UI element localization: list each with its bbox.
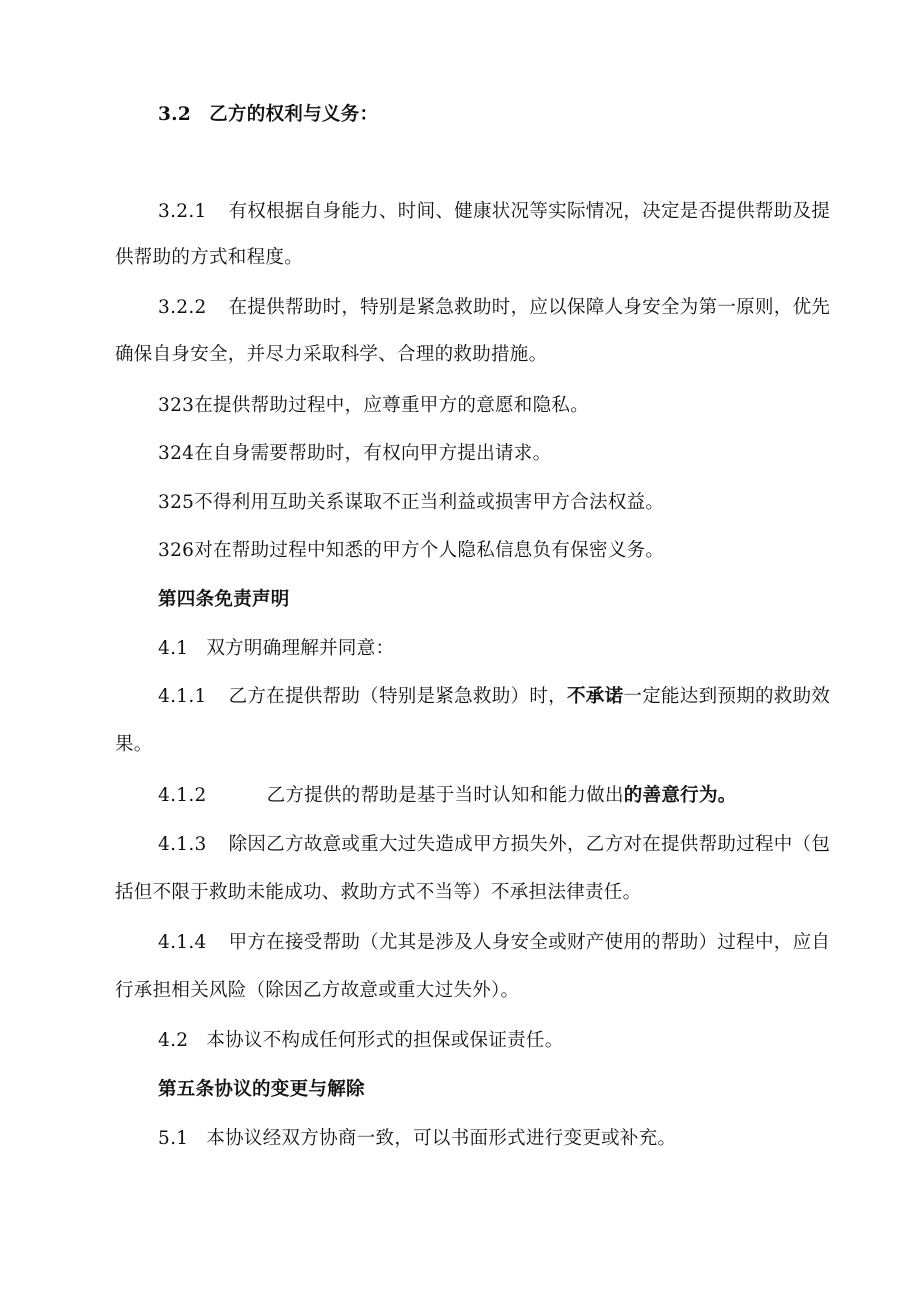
section-5-1 (158, 1127, 676, 1151)
clause-4-1-1-line-1 (158, 685, 830, 709)
section-number: 3.2 (158, 104, 192, 125)
clause-text-continued: 行承担相关风险（除因乙方故意或重大过失外）。 (115, 980, 520, 1001)
clause-number: 4.1.3 (158, 834, 207, 855)
section-text: 本协议不构成任何形式的担保或保证责任。 (206, 1030, 564, 1051)
article-title: 第四条免责声明 (158, 589, 290, 610)
clause-text-continued: 供帮助的方式和程度。 (115, 247, 304, 268)
clause-text-continued: 果。 (115, 734, 153, 755)
article-4-heading (158, 588, 290, 612)
article-title: 第五条协议的变更与解除 (158, 1079, 365, 1100)
clause-number: 3.2.1 (158, 201, 207, 222)
section-4-2 (158, 1029, 564, 1053)
article-5-heading (158, 1078, 365, 1102)
section-number: 4.2 (158, 1030, 189, 1051)
clause-emphasis: 的善意行为。 (623, 785, 737, 806)
clause-number: 3.2.2 (158, 297, 207, 318)
clause-emphasis: 不承诺 (566, 686, 624, 707)
clause-3-2-1-line-2 (115, 246, 303, 270)
clause-text: 324在自身需要帮助时，有权向甲方提出请求。 (158, 443, 552, 464)
clause-3-2-6 (158, 539, 664, 563)
section-3-2-heading (158, 103, 378, 127)
clause-3-2-2-line-2 (115, 343, 547, 367)
clause-text: 甲方在接受帮助（尤其是涉及人身安全或财产使用的帮助）过程中，应自 (228, 932, 831, 953)
clause-text: 323在提供帮助过程中，应尊重甲方的意愿和隐私。 (158, 395, 590, 416)
clause-number: 4.1.4 (158, 932, 207, 953)
clause-text: 一定能达到预期的救助效 (623, 686, 831, 707)
clause-text-continued: 确保自身安全，并尽力采取科学、合理的救助措施。 (115, 344, 548, 365)
section-number: 4.1 (158, 638, 189, 659)
section-4-1 (158, 637, 394, 661)
clause-4-1-4-line-1 (158, 931, 830, 955)
clause-text: 有权根据自身能力、时间、健康状况等实际情况，决定是否提供帮助及提 (228, 201, 831, 222)
clause-3-2-2-line-1 (158, 296, 830, 320)
clause-3-2-5 (158, 491, 664, 515)
section-text: 双方明确理解并同意： (206, 638, 395, 659)
clause-3-2-3 (158, 394, 589, 418)
clause-4-1-3-line-2 (115, 881, 641, 905)
clause-4-1-2 (158, 784, 737, 808)
clause-text: 在提供帮助时，特别是紧急救助时，应以保障人身安全为第一原则，优先 (228, 297, 831, 318)
section-title: 乙方的权利与义务： (209, 104, 379, 125)
clause-text-continued: 括但不限于救助未能成功、救助方式不当等）不承担法律责任。 (115, 882, 642, 903)
clause-text: 乙方提供的帮助是基于当时认知和能力做出 (266, 785, 624, 806)
clause-3-2-4 (158, 442, 551, 466)
clause-number: 4.1.2 (158, 785, 207, 806)
clause-4-1-4-line-2 (115, 979, 519, 1003)
clause-4-1-1-line-2 (115, 733, 153, 757)
section-text: 本协议经双方协商一致，可以书面形式进行变更或补充。 (206, 1128, 677, 1149)
clause-text: 326对在帮助过程中知悉的甲方个人隐私信息负有保密义务。 (158, 540, 665, 561)
clause-text: 325不得利用互助关系谋取不正当利益或损害甲方合法权益。 (158, 492, 665, 513)
section-number: 5.1 (158, 1128, 189, 1149)
clause-3-2-1-line-1 (158, 200, 830, 224)
clause-text: 除因乙方故意或重大过失造成甲方损失外，乙方对在提供帮助过程中（包 (228, 834, 831, 855)
clause-number: 4.1.1 (158, 686, 207, 707)
clause-text: 乙方在提供帮助（特别是紧急救助）时， (228, 686, 567, 707)
clause-4-1-3-line-1 (158, 833, 830, 857)
